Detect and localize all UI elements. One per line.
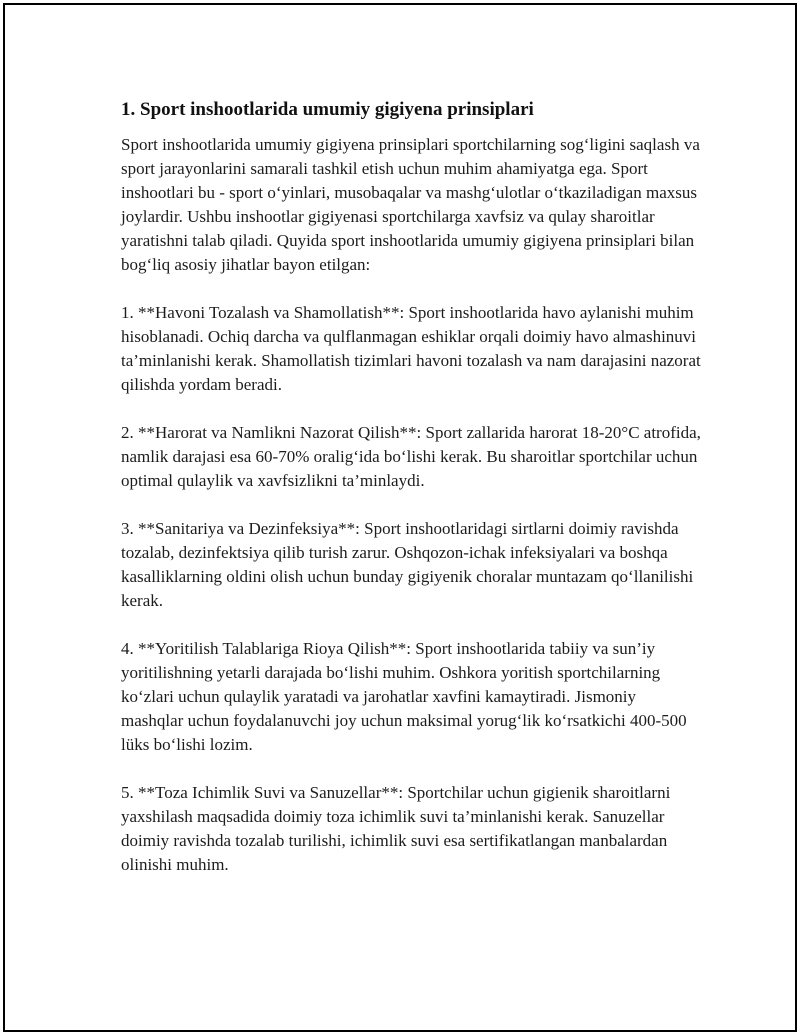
item-sanitation-paragraph: 3. **Sanitariya va Dezinfeksiya**: Sport inshootlaridagi sirtlarni doimiy ravishda tozalab, dezinfektsiya qilib turish zarur. Oshqozon-ichak infeksiyalari va boshqa kasalliklarning oldini olish uchun bunday gigiyenik choralar muntazam qo‘llanilishi kerak. bbox=[121, 519, 694, 610]
intro-paragraph: Sport inshootlarida umumiy gigiyena prinsiplari sportchilarning sog‘ligini saqlash va sport jarayonlarini samarali tashkil etish uchun muhim ahamiyatga ega. Sport inshootlari bu - sport o‘yinlari, musobaqalar va mashg‘ulotlar o‘tkaziladigan maxsus joylardir. Ushbu inshootlar gigiyenasi sportchilarga xavfsiz va qulay sharoitlar yaratishni talab qiladi. Quyida sport inshootlarida umumiy gigiyena prinsiplari bilan bog‘liq asosiy jihatlar bayon etilgan: bbox=[121, 135, 700, 274]
page-frame bbox=[3, 3, 797, 1032]
document-title: 1. Sport inshootlarida umumiy gigiyena prinsiplari bbox=[121, 99, 534, 120]
item-water-paragraph: 5. **Toza Ichimlik Suvi va Sanuzellar**: Sportchilar uchun gigienik sharoitlarni yaxshilash maqsadida doimiy toza ichimlik suvi ta’minlanishi kerak. Sanuzellar doimiy ravishda tozalab turilishi, ichimlik suvi esa sertifikatlangan manbalardan olinishi muhim. bbox=[121, 783, 671, 874]
item-ventilation-paragraph: 1. **Havoni Tozalash va Shamollatish**: Sport inshootlarida havo aylanishi muhim hisoblanadi. Ochiq darcha va qulflanmagan eshiklar orqali doimiy havo almashinuvi ta’minlanishi kerak. Shamollatish tizimlari havoni tozalash va nam darajasini nazorat qilishda yordam beradi. bbox=[121, 303, 701, 394]
document-body bbox=[121, 97, 701, 901]
item-lighting-paragraph: 4. **Yoritilish Talablariga Rioya Qilish**: Sport inshootlarida tabiiy va sun’iy yoritilishning yetarli darajada bo‘lishi muhim. Oshkora yoritish sportchilarning ko‘zlari uchun qulaylik yaratadi va jarohatlar xavfini kamaytiradi. Jismoniy mashqlar uchun foydalanuvchi joy uchun maksimal yorug‘lik ko‘rsatkichi 400-500 lüks bo‘lishi lozim. bbox=[121, 639, 687, 754]
item-temperature-paragraph: 2. **Harorat va Namlikni Nazorat Qilish**: Sport zallarida harorat 18-20°C atrofida, namlik darajasi esa 60-70% oralig‘ida bo‘lishi kerak. Bu sharoitlar sportchilar uchun optimal qulaylik va xavfsizlikni ta’minlaydi. bbox=[121, 423, 701, 490]
